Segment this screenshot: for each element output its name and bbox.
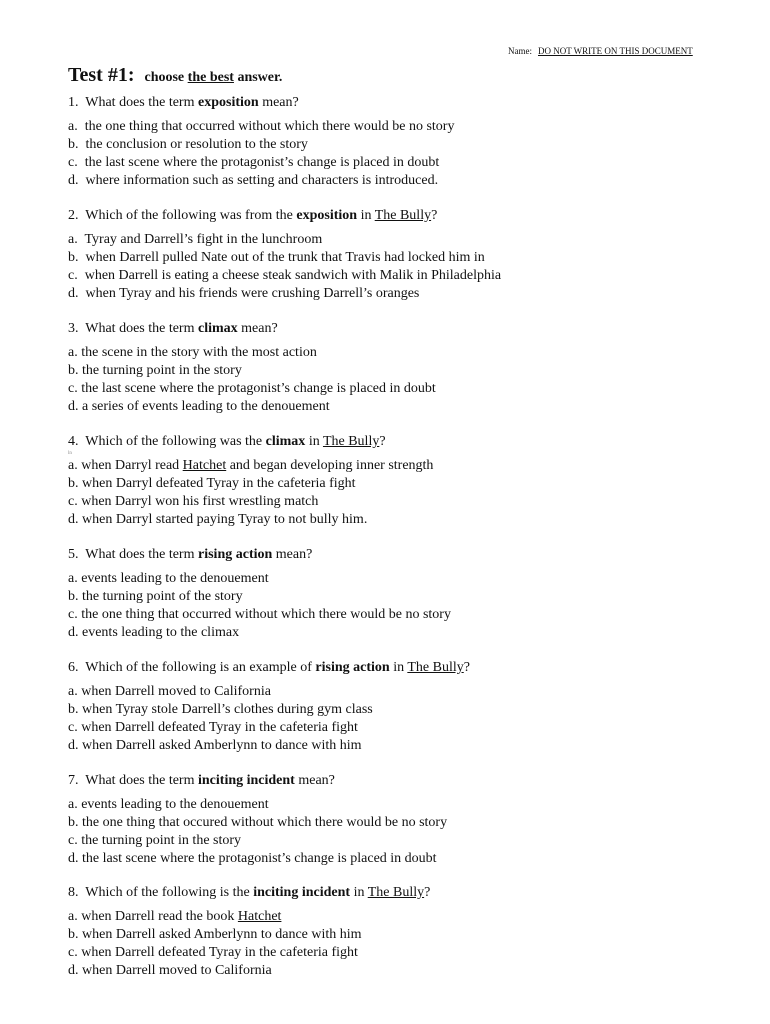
- question-5: [68, 546, 718, 564]
- option-7b[interactable]: [68, 814, 718, 832]
- option-letter: d.: [68, 399, 79, 414]
- option-letter: b.: [68, 927, 79, 942]
- option-text-pre: when Darrell read the book: [81, 909, 235, 924]
- option-text: the last scene where the protagonist’s change is placed in doubt: [82, 851, 437, 866]
- question-number: 2.: [68, 208, 79, 223]
- question-block-6: [68, 659, 718, 755]
- option-2c[interactable]: [68, 267, 718, 285]
- option-text-post: and began developing inner strength: [229, 458, 434, 473]
- option-letter: d.: [68, 286, 79, 301]
- question-block-4: [68, 433, 718, 529]
- option-letter: a.: [68, 119, 78, 134]
- option-letter: b.: [68, 815, 79, 830]
- option-text: the turning point in the story: [81, 833, 242, 848]
- question-text-pre: What does the term: [85, 95, 195, 110]
- option-letter: c.: [68, 155, 78, 170]
- option-text: the scene in the story with the most action: [81, 345, 317, 360]
- option-letter: d.: [68, 173, 79, 188]
- option-text-pre: when Darryl read: [81, 458, 180, 473]
- title-main: Test #1:: [68, 64, 135, 86]
- option-text: when Darryl started paying Tyray to not bully him.: [82, 512, 368, 527]
- options-list-8: [68, 908, 718, 980]
- option-letter: d.: [68, 738, 79, 753]
- option-5d[interactable]: [68, 624, 718, 642]
- option-text: the one thing that occurred without which there would be no story: [84, 119, 455, 134]
- book-title: The Bully: [407, 660, 464, 675]
- option-7c[interactable]: [68, 832, 718, 850]
- options-list-2: [68, 231, 718, 303]
- option-text: events leading to the denouement: [81, 571, 269, 586]
- question-block-7: [68, 772, 718, 868]
- option-text: events leading to the climax: [82, 625, 240, 640]
- options-list-5: [68, 570, 718, 642]
- option-text: when Darrell defeated Tyray in the cafeteria fight: [81, 720, 358, 735]
- question-text-mid: in: [360, 208, 372, 223]
- stray-mark: ln: [68, 451, 72, 456]
- question-text-post: ?: [463, 660, 470, 675]
- option-letter: a.: [68, 571, 78, 586]
- option-5b[interactable]: [68, 588, 718, 606]
- question-number: 8.: [68, 885, 79, 900]
- option-text: when Darrell moved to California: [81, 684, 271, 699]
- option-4a[interactable]: [68, 457, 718, 475]
- option-text: the conclusion or resolution to the story: [85, 137, 308, 152]
- question-text-post: mean?: [262, 95, 299, 110]
- question-term: rising action: [198, 547, 273, 562]
- question-text-pre: Which of the following was the: [85, 434, 263, 449]
- option-letter: b.: [68, 250, 79, 265]
- option-4d[interactable]: [68, 511, 718, 529]
- question-block-1: [68, 94, 718, 190]
- options-list-1: [68, 118, 718, 190]
- name-label: Name:: [508, 46, 532, 56]
- option-text: events leading to the denouement: [81, 797, 269, 812]
- option-text: the last scene where the protagonist’s change is placed in doubt: [84, 155, 440, 170]
- option-6d[interactable]: [68, 737, 718, 755]
- option-letter: d.: [68, 625, 79, 640]
- question-text-pre: Which of the following is the: [85, 885, 250, 900]
- option-1b[interactable]: [68, 136, 718, 154]
- question-text-pre: Which of the following is an example of: [85, 660, 312, 675]
- option-2d[interactable]: [68, 285, 718, 303]
- question-text-pre: What does the term: [85, 547, 195, 562]
- option-8b[interactable]: [68, 926, 718, 944]
- question-text-mid: in: [353, 885, 365, 900]
- question-number: 5.: [68, 547, 79, 562]
- option-2a[interactable]: [68, 231, 718, 249]
- option-3c[interactable]: [68, 380, 718, 398]
- question-text-pre: Which of the following was from the: [85, 208, 293, 223]
- question-number: 6.: [68, 660, 79, 675]
- option-text: the turning point in the story: [82, 363, 242, 378]
- question-term: climax: [265, 434, 306, 449]
- option-letter: a.: [68, 458, 78, 473]
- question-block-3: [68, 320, 718, 416]
- question-term: climax: [198, 321, 238, 336]
- question-term: inciting incident: [198, 773, 295, 788]
- question-4: [68, 433, 718, 451]
- options-list-6: [68, 683, 718, 755]
- title-instructions: [144, 70, 282, 85]
- option-6a[interactable]: [68, 683, 718, 701]
- option-letter: b.: [68, 589, 79, 604]
- question-text-pre: What does the term: [85, 321, 195, 336]
- option-book-title: Hatchet: [182, 458, 227, 473]
- option-text: when Darryl won his first wrestling match: [81, 494, 319, 509]
- option-letter: a.: [68, 684, 78, 699]
- option-letter: b.: [68, 363, 79, 378]
- option-letter: b.: [68, 137, 79, 152]
- option-text: when Tyray stole Darrell’s clothes during gym class: [82, 702, 373, 717]
- question-term: exposition: [198, 95, 259, 110]
- option-text: the one thing that occured without which there would be no story: [82, 815, 448, 830]
- option-text: when Darrell asked Amberlynn to dance with him: [82, 738, 362, 753]
- question-2: [68, 207, 718, 225]
- option-8a[interactable]: [68, 908, 718, 926]
- option-4c[interactable]: [68, 493, 718, 511]
- question-block-5: [68, 546, 718, 642]
- question-text-post: mean?: [298, 773, 335, 788]
- question-7: [68, 772, 718, 790]
- question-term: inciting incident: [253, 885, 351, 900]
- question-8: [68, 884, 718, 902]
- option-6b[interactable]: [68, 701, 718, 719]
- option-letter: c.: [68, 494, 78, 509]
- option-4b[interactable]: [68, 475, 718, 493]
- option-2b[interactable]: [68, 249, 718, 267]
- option-letter: a.: [68, 345, 78, 360]
- option-letter: c.: [68, 833, 78, 848]
- option-text: when Darrell pulled Nate out of the trunk that Travis had locked him in: [85, 250, 485, 265]
- question-term: exposition: [296, 208, 358, 223]
- option-3d[interactable]: [68, 398, 718, 416]
- question-block-8: [68, 884, 718, 980]
- options-list-4: [68, 457, 718, 529]
- test-title: [68, 64, 282, 87]
- question-number: 3.: [68, 321, 79, 336]
- question-number: 1.: [68, 95, 79, 110]
- book-title: The Bully: [367, 885, 425, 900]
- option-letter: c.: [68, 607, 78, 622]
- option-letter: c.: [68, 268, 78, 283]
- option-letter: d.: [68, 512, 79, 527]
- question-text-post: mean?: [275, 547, 313, 562]
- option-8c[interactable]: [68, 944, 718, 962]
- option-letter: a.: [68, 909, 78, 924]
- question-number: 7.: [68, 773, 79, 788]
- option-letter: c.: [68, 381, 78, 396]
- option-text: where information such as setting and characters is introduced.: [85, 173, 439, 188]
- option-3a[interactable]: [68, 344, 718, 362]
- option-3b[interactable]: [68, 362, 718, 380]
- option-letter: c.: [68, 720, 78, 735]
- option-book-title: Hatchet: [237, 909, 282, 924]
- title-sub-prefix: choose: [144, 70, 185, 85]
- option-text: the turning point of the story: [82, 589, 243, 604]
- option-7a[interactable]: [68, 796, 718, 814]
- option-5a[interactable]: [68, 570, 718, 588]
- title-sub-underlined: the best: [187, 70, 234, 85]
- option-text: when Darrell defeated Tyray in the cafeteria fight: [81, 945, 358, 960]
- question-text-post: mean?: [241, 321, 278, 336]
- option-letter: d.: [68, 963, 79, 978]
- option-1a[interactable]: [68, 118, 718, 136]
- question-text-post: ?: [424, 885, 431, 900]
- option-7d[interactable]: [68, 850, 718, 868]
- option-text: the last scene where the protagonist’s change is placed in doubt: [81, 381, 436, 396]
- option-text: when Tyray and his friends were crushing Darrell’s oranges: [85, 286, 420, 301]
- option-letter: d.: [68, 851, 79, 866]
- option-1d[interactable]: [68, 172, 718, 190]
- title-sub-suffix: answer.: [237, 70, 283, 85]
- question-term: rising action: [315, 660, 390, 675]
- options-list-3: [68, 344, 718, 416]
- book-title: The Bully: [374, 208, 432, 223]
- name-value: DO NOT WRITE ON THIS DOCUMENT: [538, 46, 693, 56]
- question-3: [68, 320, 718, 338]
- question-6: [68, 659, 718, 677]
- question-text-pre: What does the term: [85, 773, 195, 788]
- option-letter: b.: [68, 476, 79, 491]
- option-8d[interactable]: [68, 962, 718, 980]
- option-1c[interactable]: [68, 154, 718, 172]
- option-text: the one thing that occurred without which there would be no story: [81, 607, 451, 622]
- options-list-7: [68, 796, 718, 868]
- option-5c[interactable]: [68, 606, 718, 624]
- option-letter: b.: [68, 702, 79, 717]
- question-text-mid: in: [393, 660, 405, 675]
- option-letter: a.: [68, 797, 78, 812]
- option-text: when Darrell asked Amberlynn to dance with him: [82, 927, 362, 942]
- book-title: The Bully: [322, 434, 380, 449]
- question-text-post: ?: [379, 434, 386, 449]
- option-text: a series of events leading to the denouement: [82, 399, 330, 414]
- option-text: when Darryl defeated Tyray in the cafeteria fight: [82, 476, 356, 491]
- question-text-mid: in: [308, 434, 320, 449]
- question-text-post: ?: [431, 208, 438, 223]
- name-line: [508, 46, 703, 56]
- option-text: when Darrell is eating a cheese steak sandwich with Malik in Philadelphia: [84, 268, 502, 283]
- option-text: when Darrell moved to California: [82, 963, 272, 978]
- option-letter: a.: [68, 232, 78, 247]
- option-6c[interactable]: [68, 719, 718, 737]
- question-number: 4.: [68, 434, 79, 449]
- option-letter: c.: [68, 945, 78, 960]
- question-block-2: [68, 207, 718, 303]
- question-1: [68, 94, 718, 112]
- option-text: Tyray and Darrell’s fight in the lunchroom: [84, 232, 323, 247]
